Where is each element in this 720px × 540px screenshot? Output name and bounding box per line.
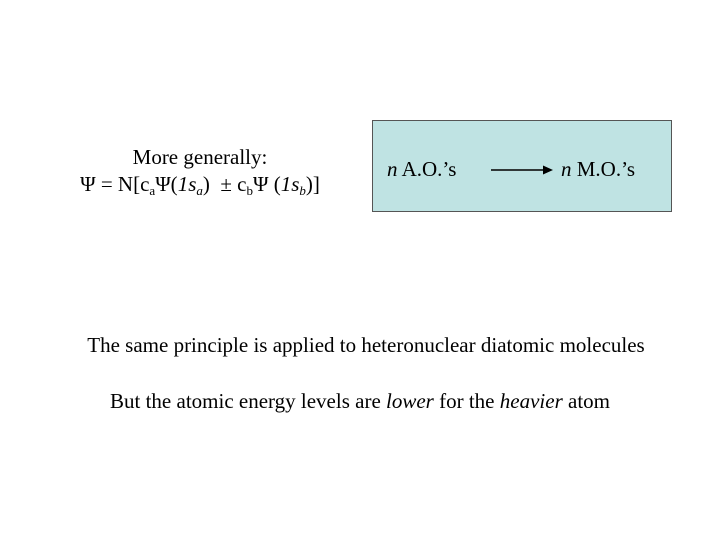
coefficient-b-subscript: b xyxy=(246,183,253,198)
coefficient-a-subscript: a xyxy=(149,183,156,198)
orbital-a-subscript: a xyxy=(196,183,203,198)
atomic-orbitals-label xyxy=(387,157,456,181)
orbital-1s-a: 1s xyxy=(177,172,197,196)
normalization-open: N[c xyxy=(117,172,150,196)
psi-symbol: Ψ xyxy=(80,172,96,196)
equation-intro: More generally: xyxy=(132,145,268,169)
close-paren-1: ) xyxy=(202,172,210,196)
atomic-orbitals-n: n xyxy=(387,157,398,181)
wavefunction-equation xyxy=(40,170,360,198)
atomic-orbitals-text: A.O.’s xyxy=(397,157,457,181)
energy-levels-statement xyxy=(0,388,720,414)
equals-sign: = xyxy=(100,172,113,196)
psi-open-1: Ψ( xyxy=(155,172,178,196)
molecular-orbitals-text: M.O.’s xyxy=(571,157,636,181)
orbital-b-subscript: b xyxy=(299,183,306,198)
heteronuclear-statement: The same principle is applied to heteronuclear diatomic molecules xyxy=(87,333,645,357)
molecular-orbitals-n: n xyxy=(561,157,572,181)
coefficient-c: c xyxy=(237,172,247,196)
psi-open-2: Ψ ( xyxy=(252,172,281,196)
energy-statement-part3: atom xyxy=(562,389,610,413)
orbital-1s-b: 1s xyxy=(280,172,300,196)
energy-statement-part2: for the xyxy=(433,389,500,413)
emphasis-lower: lower xyxy=(386,389,434,413)
energy-statement-part1: But the atomic energy levels are xyxy=(110,389,387,413)
orbital-count-box xyxy=(372,120,672,212)
molecular-orbitals-label xyxy=(561,157,635,181)
equation-block xyxy=(40,144,360,198)
close-bracket: )] xyxy=(305,172,320,196)
plus-minus-sign: ± xyxy=(220,172,232,196)
right-arrow-icon xyxy=(491,163,553,177)
emphasis-heavier: heavier xyxy=(499,389,563,413)
